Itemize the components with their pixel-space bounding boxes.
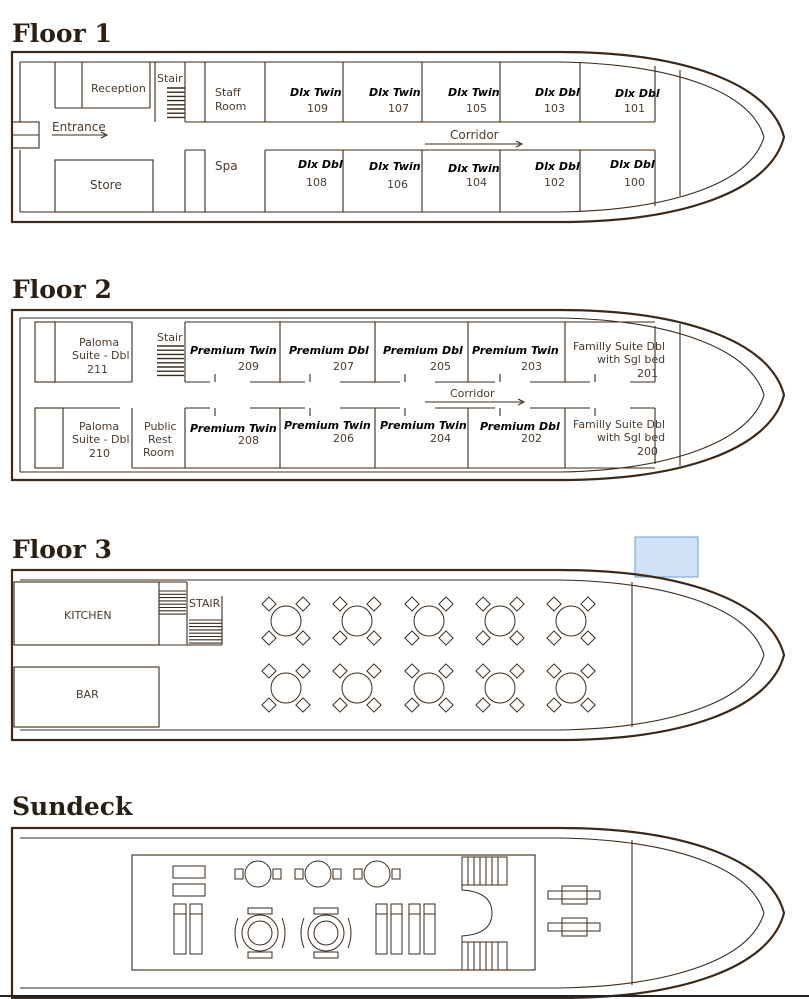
floor-2-stair-label: Stair bbox=[157, 331, 183, 344]
dining-table bbox=[333, 597, 381, 645]
cabin-203-type: Premium Twin bbox=[472, 344, 559, 357]
floor-3-plan bbox=[12, 535, 784, 740]
cabin-208-number: 208 bbox=[238, 434, 259, 447]
floor-3-stair-label: STAIR bbox=[189, 597, 221, 610]
paloma-210-label-2: Suite - Dbl bbox=[72, 433, 130, 446]
public-rest-label-3: Room bbox=[143, 446, 175, 459]
cabin-105-type: Dlx Twin bbox=[448, 86, 500, 99]
floor-1-stairs bbox=[167, 88, 185, 117]
cabin-206-type: Premium Twin bbox=[284, 419, 371, 432]
cabin-105-number: 105 bbox=[466, 102, 487, 115]
cabin-204-number: 204 bbox=[430, 432, 451, 445]
dining-table bbox=[262, 664, 310, 712]
dining-table bbox=[476, 664, 524, 712]
family-201-label-2: with Sgl bed bbox=[597, 353, 666, 366]
family-201-number: 201 bbox=[637, 367, 658, 380]
cabin-205-type: Premium Dbl bbox=[383, 344, 463, 357]
reception-label: Reception bbox=[91, 82, 146, 95]
dining-table bbox=[262, 597, 310, 645]
cabin-103-number: 103 bbox=[544, 102, 565, 115]
floor-1-hull bbox=[12, 52, 784, 222]
cabin-106-type: Dlx Twin bbox=[369, 160, 421, 173]
dining-table bbox=[476, 597, 524, 645]
family-200-label: Familly Suite Dbl bbox=[573, 418, 666, 431]
entrance-label: Entrance bbox=[52, 120, 106, 134]
floor-1-plan bbox=[12, 19, 784, 222]
cabin-102-number: 102 bbox=[544, 176, 565, 189]
floor-2-title: Floor 2 bbox=[12, 275, 112, 304]
paloma-211-number: 211 bbox=[87, 363, 108, 376]
cabin-102-type: Dlx Dbl bbox=[535, 160, 580, 173]
cabin-101-number: 101 bbox=[624, 102, 645, 115]
cabin-107-type: Dlx Twin bbox=[369, 86, 421, 99]
dining-table bbox=[547, 664, 595, 712]
cabin-207-number: 207 bbox=[333, 360, 354, 373]
dining-table bbox=[333, 664, 381, 712]
floor-3-stairs-b bbox=[189, 620, 222, 643]
family-200-label-2: with Sgl bed bbox=[597, 431, 666, 444]
cabin-100-number: 100 bbox=[624, 176, 645, 189]
floor-1-stair-label: Stair bbox=[157, 72, 183, 85]
floor-3-stairs-a bbox=[159, 591, 186, 614]
cabin-107-number: 107 bbox=[388, 102, 409, 115]
paloma-211-label-2: Suite - Dbl bbox=[72, 349, 130, 362]
dining-table bbox=[405, 597, 453, 645]
public-rest-label-2: Rest bbox=[148, 433, 172, 446]
cabin-208-type: Premium Twin bbox=[190, 422, 277, 435]
staff-room-label-2: Room bbox=[215, 100, 247, 113]
sundeck-plan bbox=[12, 792, 784, 998]
store-label: Store bbox=[90, 178, 122, 192]
paloma-210-label: Paloma bbox=[79, 420, 120, 433]
cabin-207-type: Premium Dbl bbox=[289, 344, 369, 357]
cabin-204-type: Premium Twin bbox=[380, 419, 467, 432]
floor-2-hull bbox=[12, 310, 784, 480]
cabin-209-type: Premium Twin bbox=[190, 344, 277, 357]
cabin-109-number: 109 bbox=[307, 102, 328, 115]
floor-1-title: Floor 1 bbox=[12, 19, 112, 48]
public-rest-label: Public bbox=[144, 420, 177, 433]
kitchen-label: KITCHEN bbox=[64, 609, 112, 622]
floor-3-title: Floor 3 bbox=[12, 535, 112, 564]
dining-table bbox=[547, 597, 595, 645]
cabin-104-number: 104 bbox=[466, 176, 487, 189]
cabin-109-type: Dlx Twin bbox=[290, 86, 342, 99]
cabin-205-number: 205 bbox=[430, 360, 451, 373]
sundeck-title: Sundeck bbox=[12, 792, 133, 821]
floor-2-plan bbox=[12, 275, 784, 480]
cabin-100-type: Dlx Dbl bbox=[610, 158, 655, 171]
cabin-202-type: Premium Dbl bbox=[480, 420, 560, 433]
cabin-209-number: 209 bbox=[238, 360, 259, 373]
floor-2-corridor-label: Corridor bbox=[450, 387, 495, 400]
sundeck-hull bbox=[12, 828, 784, 998]
cabin-104-type: Dlx Twin bbox=[448, 162, 500, 175]
highlight-box bbox=[635, 537, 698, 577]
floor-3-hull bbox=[12, 570, 784, 740]
spa-label: Spa bbox=[215, 159, 238, 173]
cabin-106-number: 106 bbox=[387, 178, 408, 191]
staff-room-label: Staff bbox=[215, 86, 241, 99]
cabin-101-type: Dlx Dbl bbox=[615, 87, 660, 100]
cabin-202-number: 202 bbox=[521, 432, 542, 445]
cabin-203-number: 203 bbox=[521, 360, 542, 373]
cabin-108-number: 108 bbox=[306, 176, 327, 189]
floor-2-stairs bbox=[157, 346, 184, 375]
paloma-210-number: 210 bbox=[89, 447, 110, 460]
dining-table bbox=[405, 664, 453, 712]
bar-label: BAR bbox=[76, 688, 99, 701]
cabin-206-number: 206 bbox=[333, 432, 354, 445]
cabin-108-type: Dlx Dbl bbox=[298, 158, 343, 171]
family-201-label: Familly Suite Dbl bbox=[573, 340, 666, 353]
cabin-103-type: Dlx Dbl bbox=[535, 86, 580, 99]
floor-1-corridor-label: Corridor bbox=[450, 128, 499, 142]
family-200-number: 200 bbox=[637, 445, 658, 458]
paloma-211-label: Paloma bbox=[79, 336, 120, 349]
